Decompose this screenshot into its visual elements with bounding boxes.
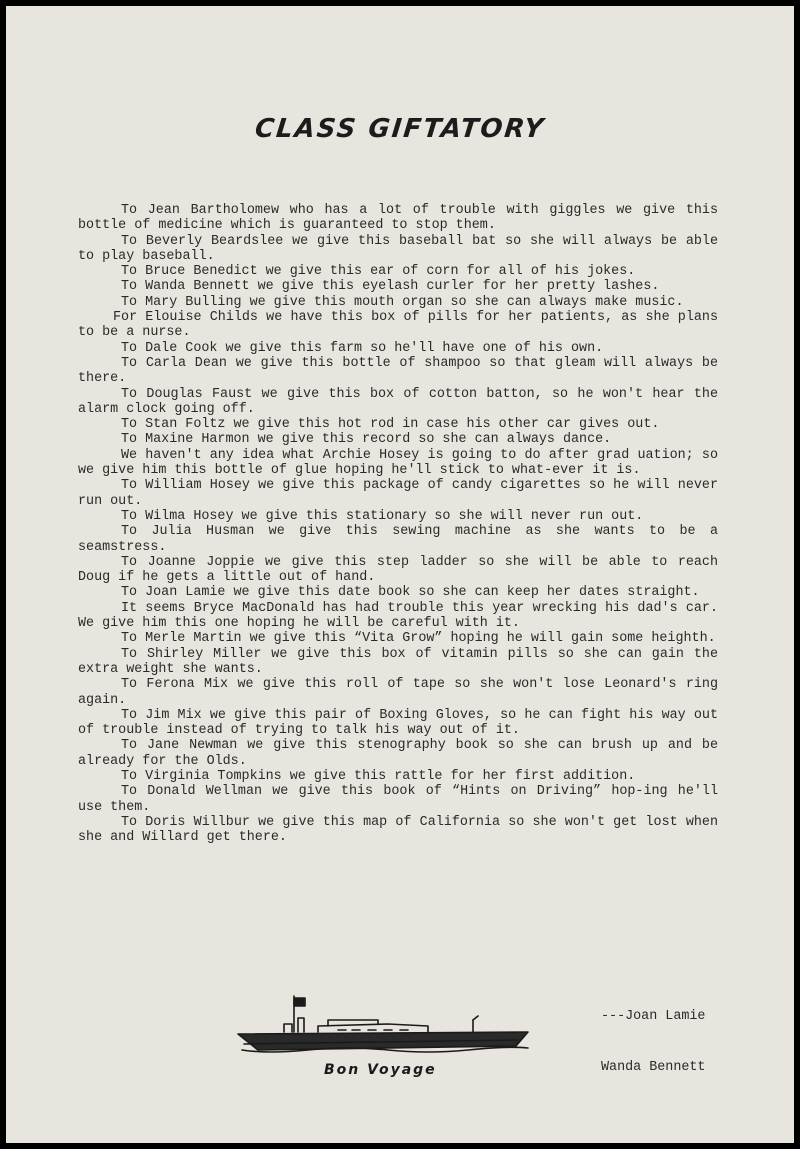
- page-title: CLASS GIFTATORY: [253, 114, 547, 144]
- gift-paragraph: To Ferona Mix we give this roll of tape so she won't lose Leonard's ring again.: [78, 677, 718, 708]
- gift-paragraph: To Joan Lamie we give this date book so she can keep her dates straight.: [121, 585, 700, 601]
- gift-paragraph: To Donald Wellman we give this book of “Hints on Driving” hop-ing he'll use them.: [78, 784, 718, 815]
- gift-paragraph: It seems Bryce MacDonald has had trouble this year wrecking his dad's car. We give him this one hoping he will be careful with it.: [78, 600, 718, 632]
- ship-sketch-icon: [228, 990, 538, 1080]
- gift-paragraph: To Maxine Harmon we give this record so she can always dance.: [121, 432, 612, 448]
- gift-paragraph: To William Hosey we give this package of candy cigarettes so he will never run out.: [78, 478, 718, 509]
- gift-paragraph: To Virginia Tompkins we give this rattle for her first addition.: [121, 768, 636, 784]
- gift-paragraph: To Shirley Miller we give this box of vitamin pills so she can gain the extra weight she wants.: [78, 646, 718, 677]
- gift-list: [78, 203, 718, 845]
- bon-voyage-caption-text: Bon Voyage: [324, 1062, 437, 1078]
- gift-paragraph: To Bruce Benedict we give this ear of corn for all of his jokes.: [121, 264, 636, 280]
- gift-paragraph: To Jean Bartholomew who has a lot of trouble with giggles we give this bottle of medicine which is guaranteed to stop them.: [78, 203, 718, 234]
- signature-author-1: ---Joan Lamie: [601, 1009, 706, 1024]
- gift-paragraph: To Wanda Bennett we give this eyelash curler for her pretty lashes.: [121, 279, 660, 295]
- gift-paragraph: To Jim Mix we give this pair of Boxing Gloves, so he can fight his way out of trouble instead of trying to talk his way out of it.: [78, 707, 718, 739]
- ship-drawing: [228, 990, 538, 1080]
- signature-block: [601, 974, 705, 1110]
- gift-paragraph: For Elouise Childs we have this box of pills for her patients, as she plans to be a nurse.: [78, 310, 718, 341]
- gift-paragraph: To Mary Bulling we give this mouth organ so she can always make music.: [121, 294, 684, 310]
- gift-paragraph: To Julia Husman we give this sewing machine as she wants to be a seamstress.: [78, 524, 718, 555]
- gift-paragraph: To Merle Martin we give this “Vita Grow” hoping he will gain some heighth.: [121, 631, 716, 647]
- bon-voyage-caption: [324, 1062, 437, 1078]
- gift-paragraph: To Joanne Joppie we give this step ladder so she will be able to reach Doug if he gets a little out of hand.: [78, 554, 718, 586]
- signature-author-2: Wanda Bennett: [601, 1060, 706, 1075]
- gift-paragraph: To Wilma Hosey we give this stationary so she will never run out.: [121, 508, 644, 524]
- gift-paragraph: We haven't any idea what Archie Hosey is going to do after grad uation; so we give him this bottle of glue hoping he'll stick to what-ever it is.: [78, 447, 718, 479]
- gift-paragraph: To Dale Cook we give this farm so he'll have one of his own.: [121, 340, 604, 356]
- gift-paragraph: To Douglas Faust we give this box of cotton batton, so he won't hear the alarm clock going off.: [78, 386, 718, 417]
- gift-paragraph: To Jane Newman we give this stenography book so she can brush up and be already for the Olds.: [78, 738, 718, 769]
- gift-paragraph: To Doris Willbur we give this map of California so she won't get lost when she and Willard get there.: [78, 814, 718, 846]
- yearbook-page: [6, 6, 794, 1143]
- gift-paragraph: To Carla Dean we give this bottle of shampoo so that gleam will always be there.: [78, 355, 718, 387]
- gift-paragraph: To Stan Foltz we give this hot rod in case his other car gives out.: [121, 417, 660, 433]
- gift-paragraph: To Beverly Beardslee we give this baseball bat so she will always be able to play baseball.: [78, 233, 718, 264]
